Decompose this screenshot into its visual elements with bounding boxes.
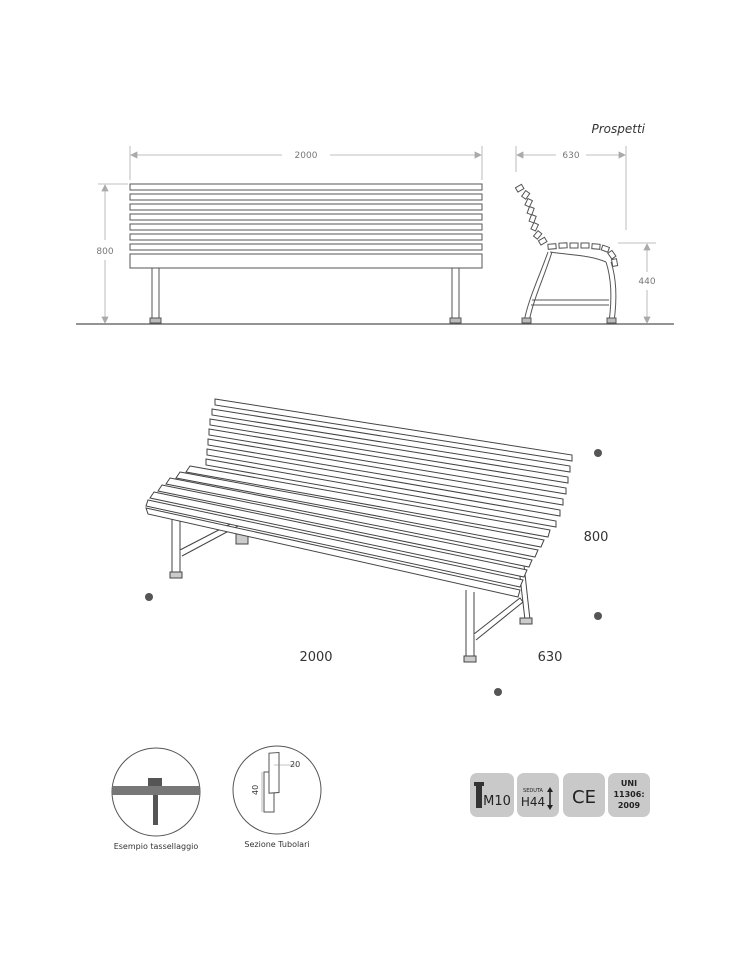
badge-ce-label: CE <box>572 787 596 808</box>
perspective-view <box>146 399 572 662</box>
tube-dim-width: 20 <box>290 760 301 769</box>
side-seat-height-label: 440 <box>638 277 656 287</box>
badge-seat-label: H44 <box>520 795 546 809</box>
dimension-marker-left <box>145 593 153 601</box>
side-depth-label: 630 <box>562 151 580 161</box>
dimension-marker-bottom <box>494 688 502 696</box>
badge-uni-line1: UNI <box>620 779 638 788</box>
anchor-detail-caption: Esempio tassellaggio <box>113 842 199 851</box>
badge-uni <box>608 773 650 817</box>
badge-ce <box>563 773 605 817</box>
badge-anchor-label: M10 <box>483 794 511 809</box>
perspective-width-label: 2000 <box>299 650 333 665</box>
tube-dim-height: 40 <box>251 784 260 795</box>
badge-uni-line2: 11306: <box>613 790 645 799</box>
dimension-marker-top <box>594 449 602 457</box>
dimension-marker-right <box>594 612 602 620</box>
front-width-label: 2000 <box>294 151 318 161</box>
anchor-detail <box>100 748 220 836</box>
tube-section-detail <box>233 746 321 834</box>
front-elevation <box>76 184 674 324</box>
tube-detail-caption: Sezione Tubolari <box>244 840 310 849</box>
badge-seat-height <box>517 773 559 817</box>
badge-seat-small: SEDUTA <box>523 788 543 794</box>
side-elevation <box>515 184 617 323</box>
badge-uni-line3: 2009 <box>617 801 641 810</box>
badge-anchor-m10 <box>470 773 514 817</box>
perspective-depth-label: 630 <box>537 650 563 665</box>
front-height-label: 800 <box>96 247 114 257</box>
perspective-height-label: 800 <box>583 530 609 545</box>
page-title: Prospetti <box>591 122 645 136</box>
